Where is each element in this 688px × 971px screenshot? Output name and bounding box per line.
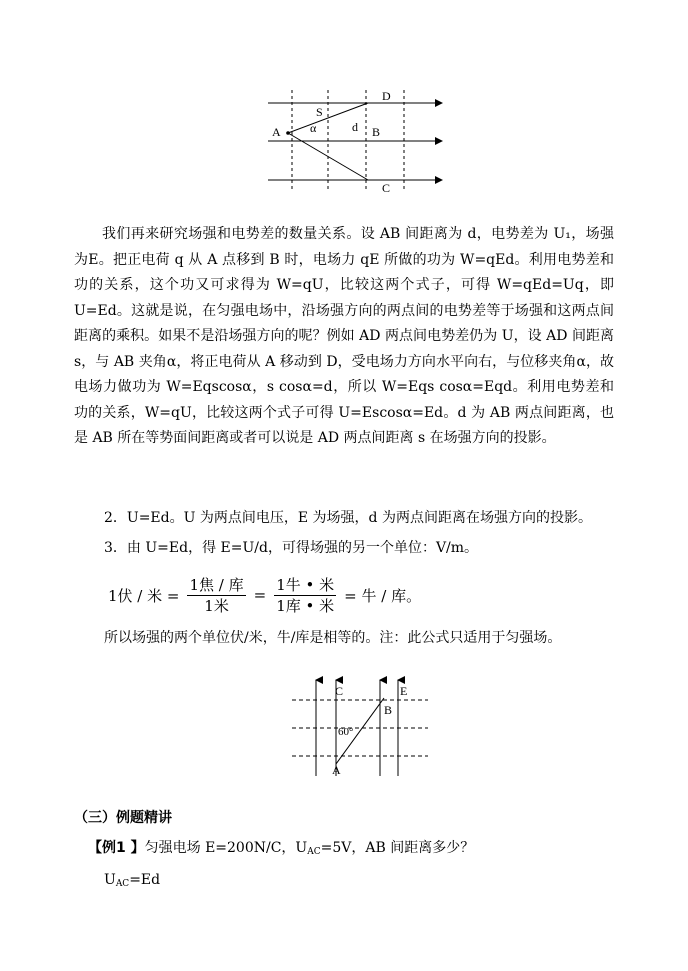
fraction-1	[187, 575, 245, 616]
para1-line-8: 个式子可得 U=Escosα=Ed。d 为 AB 两点间距离，也是 AB 所在等势面间距离或者可以	[74, 404, 614, 446]
section-heading: （三）例题精讲	[74, 810, 172, 826]
fraction-1-denominator: 1米	[204, 596, 229, 615]
para1-line-4: 在匀强电场中，沿场强方向的两点间的电势差等于场强和这两点间距离的乘积。如果不	[74, 302, 614, 344]
label-D: D	[382, 89, 391, 103]
para1-line-2: E。把正电荷 q 从 A 点移到 B 时，电场力 qE 所做的功为 W=qEd。利用电势差和功的关	[74, 251, 615, 293]
example-1-text-pre: 匀强电场 E=200N/C，U	[144, 840, 308, 856]
formula-lhs: 1伏 / 米 =	[108, 586, 180, 605]
label-B: B	[372, 125, 381, 139]
figure2-svg	[288, 676, 438, 778]
label-S: S	[316, 105, 323, 119]
label-d: d	[352, 120, 358, 134]
item-3: 3．由 U=Ed，得 E=U/d，可得场强的另一个单位：V/m。	[104, 540, 479, 556]
para1-line-5: 是沿场强方向的呢？例如 AD 两点间电势差仍为 U，设 AD 间距离 s，与 AB 夹角α，将	[74, 328, 615, 370]
figure-field-lines-2	[288, 676, 438, 778]
label-B: B	[384, 703, 393, 717]
fraction-2-denominator: 1库 • 米	[276, 596, 335, 615]
fraction-1-numerator: 1焦 / 库	[189, 575, 244, 594]
example-1	[88, 838, 474, 862]
point-A	[286, 131, 290, 135]
label-C: C	[382, 181, 391, 192]
answer-pre: U	[104, 872, 116, 888]
conclusion-note: 所以场强的两个单位伏/米，牛/库是相等的。注：此公式只适用于匀强场。	[104, 630, 562, 646]
label-A: A	[272, 125, 281, 139]
figure-field-lines-1	[262, 86, 452, 192]
figure1-svg	[262, 86, 452, 192]
label-A: A	[332, 763, 341, 777]
example-1-tag: 【例1 】	[88, 840, 145, 856]
label-C: C	[335, 684, 344, 698]
fraction-2	[274, 575, 336, 616]
formula-rhs: = 牛 / 库。	[344, 586, 422, 605]
para1-line-3: 系，这个功又可求得为 W=qU，比较这两个式子，可得 W=qEd=Uq，即 U=Ed。这就是说，	[74, 277, 614, 319]
label-angle: 60°	[338, 726, 354, 738]
example-1-subscript: AC	[307, 847, 321, 857]
para1-line-1: 我们再来研究场强和电势差的数量关系。设 AB 间距离为 d，电势差为 U₁，场强为	[74, 226, 614, 268]
formula-equals: =	[253, 586, 267, 604]
answer-line	[104, 870, 160, 894]
example-1-text-post: =5V，AB 间距离多少？	[320, 840, 475, 856]
item-2: 2．U=Ed。U 为两点间电压，E 为场强，d 为两点间距离在场强方向的投影。	[104, 510, 592, 526]
label-alpha: α	[310, 121, 317, 135]
unit-equivalence-formula	[104, 572, 425, 618]
label-E: E	[400, 684, 408, 698]
para1-line-7: cosα，s cosα=d，所以 W=Eqs cosα=Eqd。利用电势差和功的关系，W=qU，比较这两	[74, 379, 615, 421]
fraction-2-numerator: 1牛 • 米	[276, 575, 335, 594]
answer-post: =Ed	[129, 872, 161, 888]
para1-line-9: 说是 AD 两点间距离 s 在场强方向的投影。	[285, 430, 556, 446]
para1-line-6: 正电荷从 A 移动到 D，受电场力方向水平向右，与位移夹角α，故电场力做功为 W=Eqs	[74, 353, 615, 395]
answer-subscript: AC	[115, 879, 130, 889]
paragraph-field-potential-relation	[74, 222, 614, 452]
